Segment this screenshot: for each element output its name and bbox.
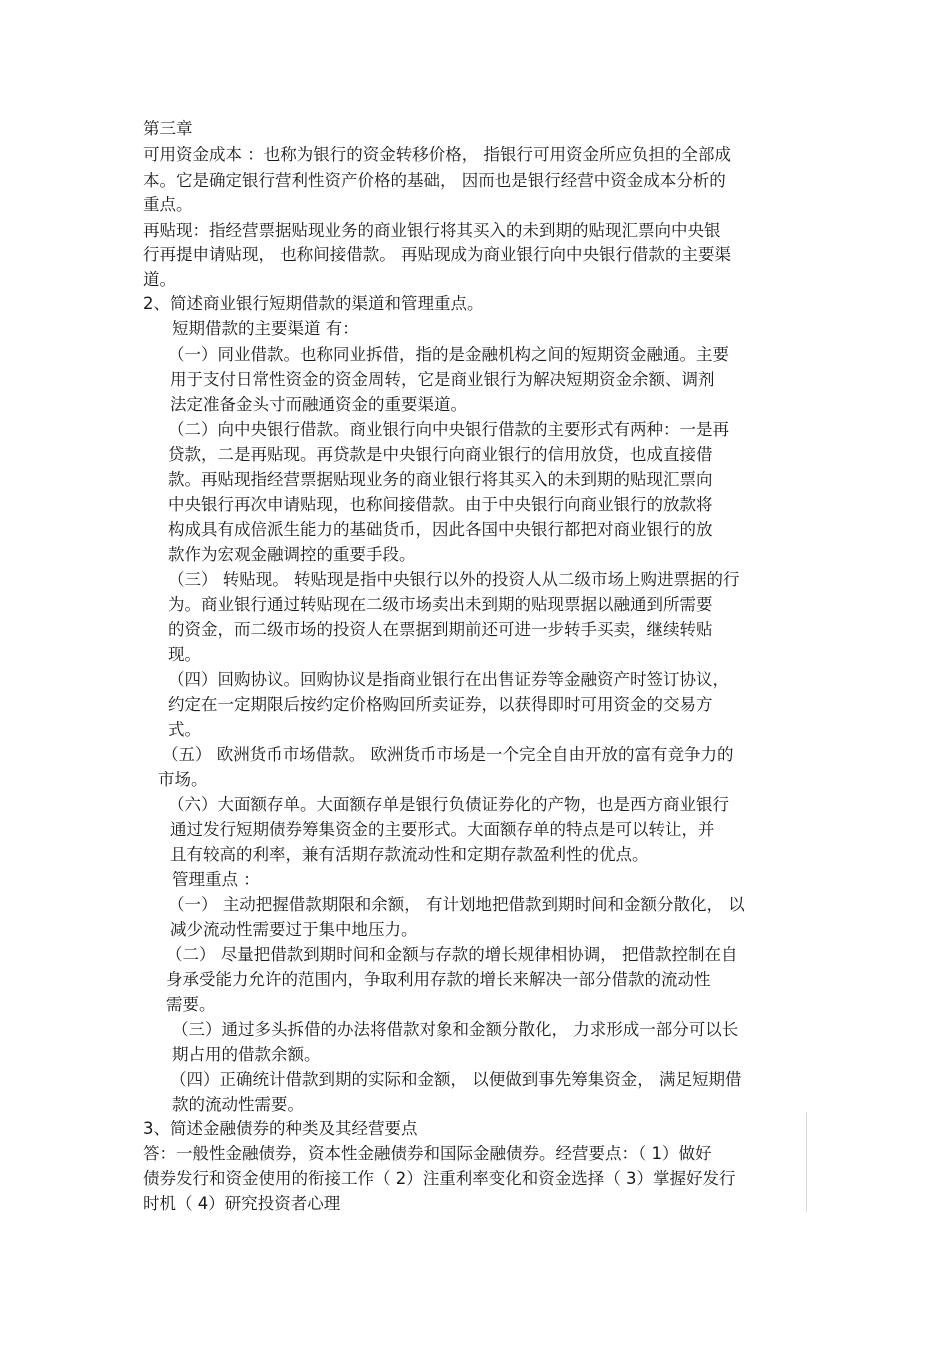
text-line: 构成具有成倍派生能力的基础货币，因此各国中央银行都把对商业银行的放 [168, 520, 713, 539]
section-label: 管理重点 ： [172, 870, 260, 889]
text-line: 可用资金成本 ：也称为银行的资金转移价格， 指银行可用资金所应负担的全部成 [143, 145, 731, 164]
text-line: （四）回购协议。回购协议是指商业银行在出售证券等金融资产时签订协议， [168, 670, 729, 689]
text-line: （六）大面额存单。大面额存单是银行负债证券化的产物，也是西方商业银行 [168, 795, 729, 814]
text-line: 的资金，而二级市场的投资人在票据到期前还可进一步转手买卖，继续转贴 [168, 620, 713, 639]
text-line: 中央银行再次申请贴现，也称间接借款。由于中央银行向商业银行的放款将 [168, 495, 713, 514]
question-heading: 3、简述金融债券的种类及其经营要点 [143, 1119, 418, 1138]
text-line: 用于支付日常性资金的资金周转，它是商业银行为解决短期资金余额、调剂 [170, 370, 715, 389]
text-line: 市场。 [158, 770, 208, 789]
text-line: （三）通过多头拆借的办法将借款对象和金额分散化， 力求形成一部分可以长 [172, 1020, 739, 1039]
text-line: 需要。 [166, 995, 216, 1014]
section-label: 短期借款的主要渠道 有： [172, 319, 359, 338]
chapter-title: 第三章 [143, 119, 193, 138]
text-line: 法定准备金头寸而融通资金的重要渠道。 [170, 395, 467, 414]
text-line: 本。它是确定银行营利性资产价格的基础， 因而也是银行经营中资金成本分析的 [143, 171, 726, 190]
text-line: 贷款，二是再贴现。再贷款是中央银行向商业银行的信用放贷，也成直接借 [168, 445, 713, 464]
text-line: 行再提申请贴现， 也称间接借款。 再贴现成为商业银行向中央银行借款的主要渠 [143, 245, 731, 264]
text-line: 重点。 [143, 195, 193, 214]
text-line: 再贴现：指经营票据贴现业务的商业银行将其买入的未到期的贴现汇票向中央银 [143, 221, 721, 240]
text-line: （二）向中央银行借款。商业银行向中央银行借款的主要形式有两种：一是再 [168, 420, 729, 439]
text-line: 期占用的借款余额。 [172, 1045, 321, 1064]
text-line: 款的流动性需要。 [172, 1095, 304, 1114]
text-line: （一） 主动把握借款期限和余额， 有计划地把借款到期时间和金额分散化， 以 [168, 895, 745, 914]
text-line: （五） 欧洲货币市场借款。 欧洲货币市场是一个完全自由开放的富有竞争力的 [162, 745, 734, 764]
text-line: 款。再贴现指经营票据贴现业务的商业银行将其买入的未到期的贴现汇票向 [168, 470, 713, 489]
text-line: 身承受能力允许的范围内，争取利用存款的增长来解决一部分借款的流动性 [166, 970, 711, 989]
text-line: （四）正确统计借款到期的实际和金额， 以便做到事先筹集资金， 满足短期借 [170, 1070, 742, 1089]
text-line: （三） 转贴现。 转贴现是指中央银行以外的投资人从二级市场上购进票据的行 [168, 570, 740, 589]
question-heading: 2、简述商业银行短期借款的渠道和管理重点。 [143, 294, 484, 313]
text-line: 答：一般性金融债券，资本性金融债券和国际金融债券。经营要点：（ 1）做好 [143, 1144, 712, 1163]
text-line: 减少流动性需要过于集中地压力。 [170, 920, 418, 939]
text-line: 约定在一定期限后按约定价格购回所卖证券，以获得即时可用资金的交易方 [168, 695, 713, 714]
text-line: 道。 [143, 270, 176, 289]
text-line: 时机（ 4）研究投资者心理 [143, 1194, 341, 1213]
text-line: 且有较高的利率，兼有活期存款流动性和定期存款盈利性的优点。 [170, 845, 649, 864]
text-line: 为。商业银行通过转贴现在二级市场卖出未到期的贴现票据以融通到所需要 [168, 595, 713, 614]
text-line: （二） 尽量把借款到期时间和金额与存款的增长规律相协调， 把借款控制在自 [166, 945, 738, 964]
text-line: （一）同业借款。也称同业拆借，指的是金融机构之间的短期资金融通。主要 [168, 345, 729, 364]
text-line: 通过发行短期债券筹集资金的主要形式。大面额存单的特点是可以转让，并 [170, 820, 715, 839]
margin-divider [806, 1112, 807, 1212]
text-line: 款作为宏观金融调控的重要手段。 [168, 545, 416, 564]
text-line: 现。 [168, 645, 201, 664]
text-line: 债券发行和资金使用的衔接工作（ 2）注重利率变化和资金选择（ 3）掌握好发行 [143, 1169, 736, 1188]
text-line: 式。 [168, 720, 201, 739]
